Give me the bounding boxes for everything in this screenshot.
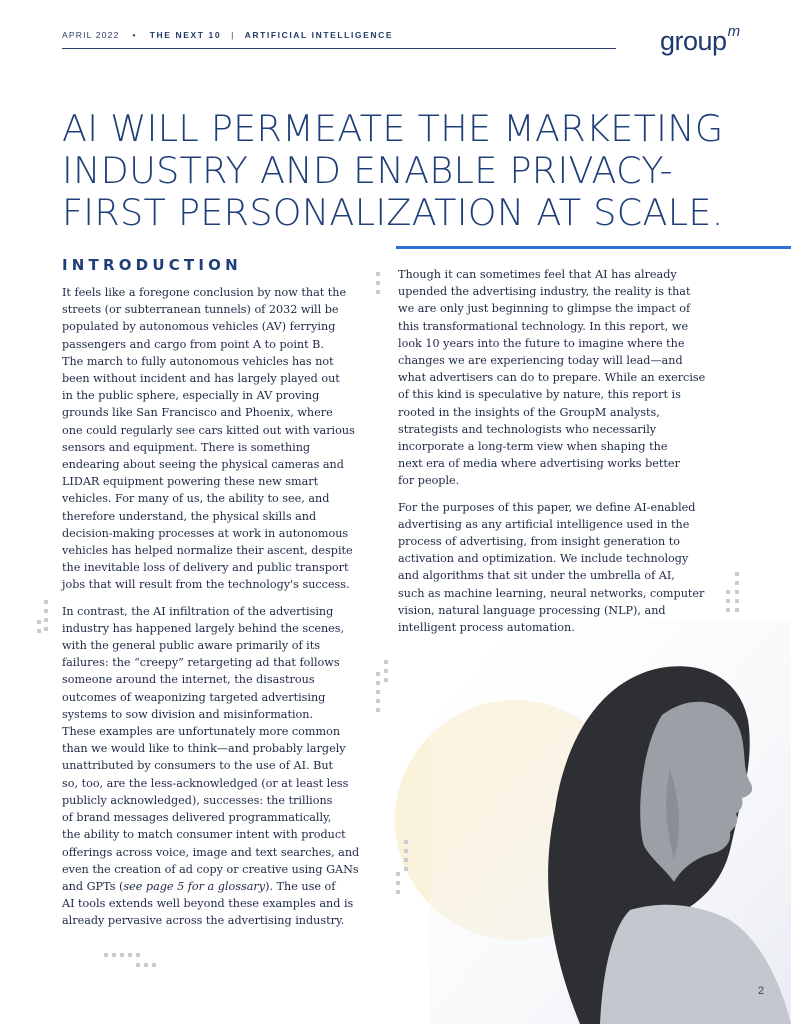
text-line: vehicles. For many of us, the ability to see, and (62, 492, 330, 506)
text-line: sensors and equipment. There is something (62, 440, 311, 454)
text-line: been without incident and has largely played out (62, 372, 340, 386)
page-title (62, 108, 762, 234)
dot-pattern (37, 620, 41, 638)
logo-sup: m (727, 23, 740, 40)
text-line: strategists and technologists who necessarily (398, 422, 657, 436)
text-line: publicly acknowledged), successes: the trillions (62, 793, 333, 807)
intro-paragraph-1 (62, 284, 362, 594)
text-line: AI tools extends well beyond these examples and is (62, 897, 354, 911)
text-line: The march to fully autonomous vehicles has not (62, 354, 334, 368)
portrait-illustration (430, 620, 791, 1024)
text-line: upended the advertising industry, the reality is that (398, 285, 691, 299)
right-column (398, 266, 708, 645)
text-line: and algorithms that sit under the umbrella of AI, (398, 569, 675, 583)
dot-pattern (396, 872, 400, 899)
text-line: with the general public aware primarily of its (62, 639, 320, 653)
text-line: Though it can sometimes feel that AI has already (398, 268, 677, 281)
text-line: unattributed by consumers to the use of AI. But (62, 759, 334, 773)
header-separator: | (231, 30, 235, 40)
groupm-logo (660, 23, 740, 56)
accent-rule (396, 246, 791, 249)
logo-text: group (660, 26, 727, 56)
dot-pattern (376, 672, 380, 717)
text-line: failures: the “creepy” retargeting ad that follows (62, 656, 340, 670)
dot-pattern (376, 272, 380, 299)
portrait-photo (430, 620, 791, 1024)
text-line: in the public sphere, especially in AV proving (62, 389, 320, 403)
text-line: vision, natural language processing (NLP), and (398, 603, 666, 617)
text-line: jobs that will result from the technology's success. (62, 578, 350, 592)
text-line: the ability to match consumer intent with product (62, 828, 346, 842)
text-line: therefore understand, the physical skills and (62, 509, 317, 523)
text-line: what advertisers can do to prepare. While an exercise (398, 371, 706, 385)
intro-paragraph-2 (62, 603, 362, 930)
dot-pattern (136, 952, 160, 971)
text-line: such as machine learning, neural networks, computer (398, 586, 705, 600)
text-line: advertising as any artificial intelligence used in the (398, 517, 690, 531)
text-line: LIDAR equipment powering these new smart (62, 475, 319, 489)
title-line: AI WILL PERMEATE THE MARKETING (62, 107, 724, 150)
text-line: even the creation of ad copy or creative using GANs (62, 862, 359, 876)
title-line: INDUSTRY AND ENABLE PRIVACY- (62, 149, 673, 192)
dot-pattern (726, 590, 730, 617)
text-line: streets (or subterranean tunnels) of 2032 will be (62, 303, 339, 317)
left-column (62, 284, 362, 939)
text-line: of brand messages delivered programmatically, (62, 811, 332, 825)
text-line: already pervasive across the advertising industry. (62, 914, 345, 928)
text-line: offerings across voice, image and text searches, and (62, 845, 360, 859)
text-line: we are only just beginning to glimpse the impact of (398, 302, 691, 316)
text-line: It feels like a foregone conclusion by now that the (62, 286, 347, 299)
text-fragment: ). The use of (265, 879, 336, 893)
page-number: 2 (758, 985, 765, 997)
text-line: changes we are experiencing today will lead—and (398, 354, 683, 368)
text-line: populated by autonomous vehicles (AV) ferrying (62, 320, 336, 334)
text-line: so, too, are the less-acknowledged (or at least less (62, 776, 349, 790)
text-line: For the purposes of this paper, we define AI-enabled (398, 500, 696, 514)
text-fragment: and GPTs ( (62, 879, 124, 893)
header-bullet: • (132, 30, 137, 40)
dot-pattern (384, 660, 388, 687)
intro-paragraph-3 (398, 266, 708, 490)
text-line: this transformational technology. In this report, we (398, 319, 689, 333)
section-heading: INTRODUCTION (62, 256, 242, 274)
title-line: FIRST PERSONALIZATION AT SCALE. (62, 191, 724, 234)
text-line: than we would like to think—and probably largely (62, 742, 346, 756)
text-line: incorporate a long-term view when shaping the (398, 440, 668, 454)
text-line (62, 878, 362, 895)
text-line: grounds like San Francisco and Phoenix, where (62, 406, 333, 420)
text-line: next era of media where advertising works better (398, 457, 680, 471)
text-line: decision-making processes at work in autonomous (62, 526, 349, 540)
text-line: passengers and cargo from point A to point B. (62, 337, 324, 351)
dot-pattern (735, 572, 739, 617)
intro-paragraph-4 (398, 499, 708, 637)
text-line: someone around the internet, the disastrous (62, 673, 315, 687)
text-line: rooted in the insights of the GroupM analysts, (398, 405, 660, 419)
text-line: outcomes of weaponizing targeted advertising (62, 690, 326, 704)
text-line: process of advertising, from insight generation to (398, 535, 680, 549)
text-line: of this kind is speculative by nature, this report is (398, 388, 681, 402)
text-line: the inevitable loss of delivery and public transport (62, 561, 349, 575)
text-line: look 10 years into the future to imagine where the (398, 336, 685, 350)
glossary-reference: see page 5 for a glossary (123, 879, 266, 893)
text-line: industry has happened largely behind the scenes, (62, 621, 345, 635)
text-line: activation and optimization. We include technology (398, 552, 689, 566)
text-line: intelligent process automation. (398, 621, 575, 635)
text-line: These examples are unfortunately more common (62, 725, 341, 739)
text-line: one could regularly see cars kitted out with various (62, 423, 355, 437)
text-line: systems to sow division and misinformation. (62, 707, 314, 721)
header-date: APRIL 2022 (62, 30, 120, 40)
header-rule (62, 48, 616, 49)
dot-pattern (44, 600, 48, 636)
dot-pattern (404, 840, 408, 876)
text-line: endearing about seeing the physical cameras and (62, 458, 344, 472)
text-line: In contrast, the AI infiltration of the advertising (62, 604, 334, 618)
header-publication: THE NEXT 10 (149, 30, 222, 40)
text-line: for people. (398, 474, 460, 488)
running-header (62, 30, 393, 40)
text-line: vehicles has helped normalize their ascent, despite (62, 544, 353, 558)
header-topic: ARTIFICIAL INTELLIGENCE (244, 30, 394, 40)
